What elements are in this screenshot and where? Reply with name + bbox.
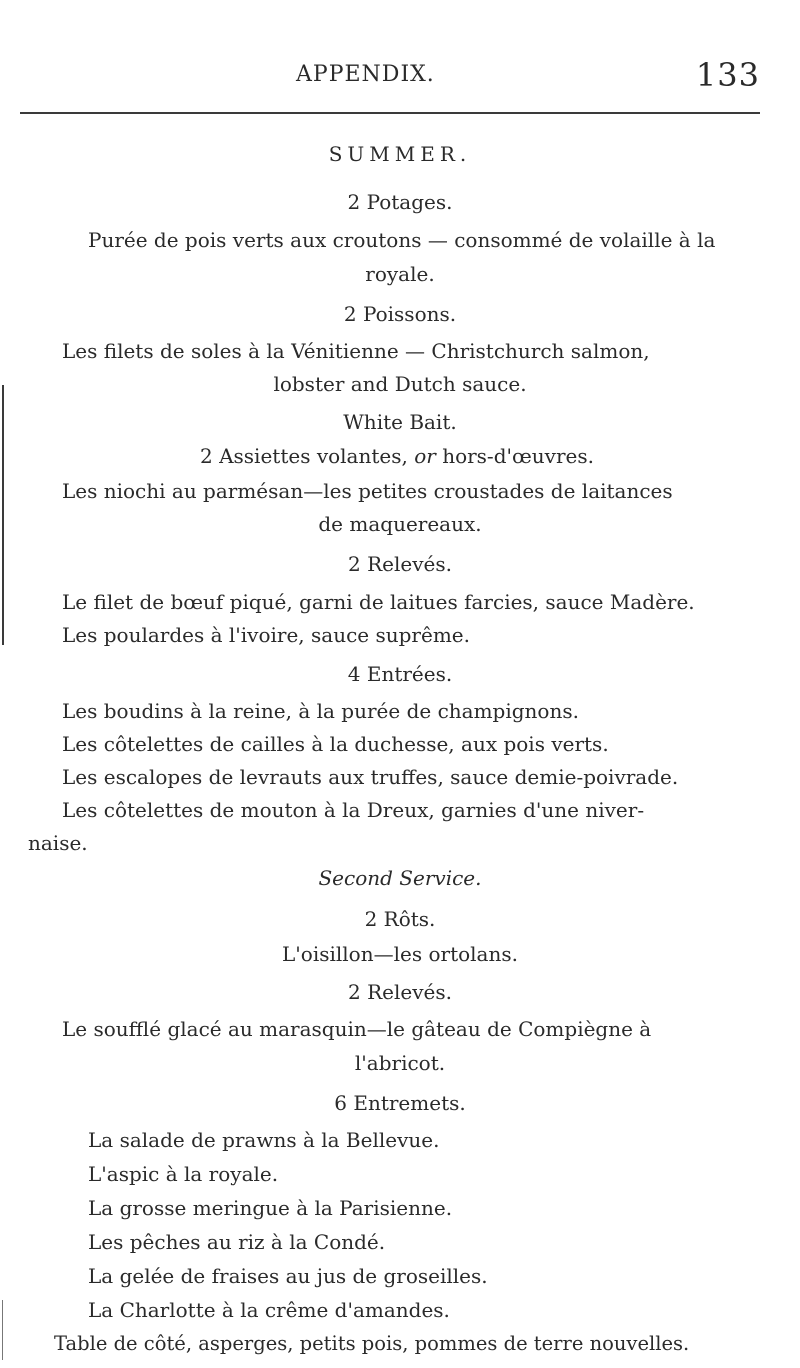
menu-line-escalopes: Les escalopes de levrauts aux truffes, sauce demie-poivrade. [62,765,679,789]
course-heading-poissons: 2 Poissons. [343,302,457,326]
menu-line-maquereaux: de maquereaux. [318,512,482,536]
menu-line-table-de-cote: Table de côté, asperges, petits pois, pommes de terre nouvelles. [54,1332,690,1355]
menu-line-naise: naise. [28,831,88,855]
course-heading-potages: 2 Potages. [347,190,453,214]
menu-line-souffle: Le soufflé glacé au marasquin—le gâteau de Compiègne à [62,1017,652,1041]
course-heading-releves: 2 Relevés. [348,552,452,576]
menu-line-puree: Purée de pois verts aux croutons — consommé de volaille à la [88,228,716,252]
assiettes-hors-doeuvres: hors-d'œuvres. [442,444,594,468]
menu-line-filet-boeuf: Le filet de bœuf piqué, garni de laitues farcies, sauce Madère. [62,590,695,614]
menu-line-lobster: lobster and Dutch sauce. [273,372,527,396]
section-heading-second-service: Second Service. [318,866,482,890]
menu-line-gelee: La gelée de fraises au jus de groseilles. [88,1264,488,1288]
course-heading-assiettes [200,444,594,468]
menu-line-cotelettes-mouton: Les côtelettes de mouton à la Dreux, garnies d'une niver- [62,798,645,822]
season-heading: SUMMER. [328,142,472,166]
course-heading-entremets: 6 Entremets. [334,1091,466,1115]
menu-line-niochi: Les niochi au parmésan—les petites croustades de laitances [62,479,673,503]
assiettes-or: or [414,444,436,468]
menu-line-oisillon: L'oisillon—les ortolans. [282,942,518,966]
page-number: 133 [695,56,760,94]
menu-line-meringue: La grosse meringue à la Parisienne. [88,1196,453,1220]
menu-line-aspic: L'aspic à la royale. [88,1162,279,1186]
menu-line-salade: La salade de prawns à la Bellevue. [88,1128,440,1152]
menu-line-peches: Les pêches au riz à la Condé. [88,1230,386,1254]
course-heading-rots: 2 Rôts. [364,907,436,931]
course-heading-entrees: 4 Entrées. [347,662,453,686]
margin-rule-lower [2,1300,3,1360]
menu-line-abricot: l'abricot. [354,1051,446,1075]
menu-line-boudins: Les boudins à la reine, à la purée de champignons. [62,699,579,723]
course-heading-releves-2: 2 Relevés. [348,980,452,1004]
menu-line-cotelettes-cailles: Les côtelettes de cailles à la duchesse, aux pois verts. [62,732,609,756]
menu-line-charlotte: La Charlotte à la crême d'amandes. [88,1298,450,1322]
assiettes-label: 2 Assiettes volantes, [200,444,408,468]
menu-line-royale: royale. [365,262,435,286]
course-heading-white-bait: White Bait. [343,410,457,434]
page-header [20,56,760,98]
menu-line-filets-soles: Les filets de soles à la Vénitienne — Christchurch salmon, [62,339,650,363]
menu-line-poulardes: Les poulardes à l'ivoire, sauce suprême. [62,623,470,647]
header-rule [20,112,760,114]
running-head: APPENDIX. [296,62,435,87]
